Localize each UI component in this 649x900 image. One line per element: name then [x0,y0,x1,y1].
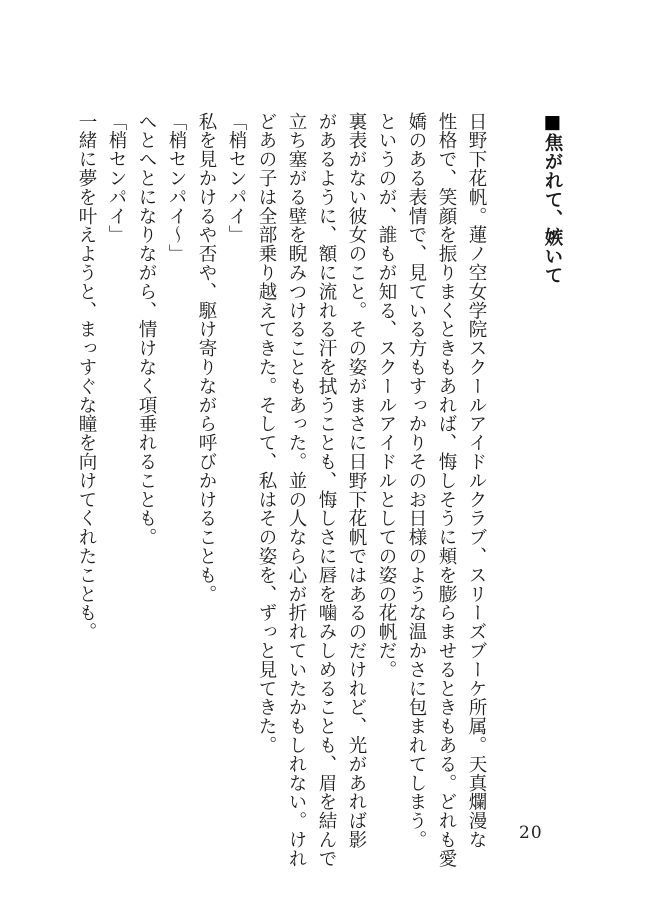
text-line: 立ち塞がる壁を睨みつけることもあった。並の人なら心が折れていたかもしれない。けれ [286,112,307,868]
heading-square-marker: ■ [542,112,563,134]
chapter-heading [537,112,567,817]
text-line: 性格で、笑顔を振りまくときもあれば、悔しそうに頬を膨らませるときもある。どれも愛 [436,112,457,868]
text-line: 私を見かけるや否や、駆け寄りながら呼びかけることも。 [196,112,217,604]
dialogue-line: 「梢センパイ」 [106,112,127,245]
text-line: どあの子は全部乗り越えてきた。そして、私はその姿を、ずっと見てきた。 [256,112,277,755]
dialogue-line: 「梢センパイ」 [226,112,247,245]
heading-title: 焦がれて、嫉いて [542,133,563,285]
text-line: があるように、額に流れる汗を拭うことも、悔しさに唇を噛みしめることも、眉を結んで [316,112,337,868]
dialogue-line: 「梢センパイ～」 [166,112,187,264]
text-line: 嬌のある表情で、見ている方もすっかりそのお日様のような温かさに包まれてしまう。 [406,112,427,850]
text-line: へとへとになりながら、情けなく項垂れることも。 [136,112,157,547]
text-line: 一緒に夢を叶えようと、まっすぐな瞳を向けてくれたことも。 [76,112,97,642]
text-line: 日野下花帆。蓮ノ空女学院スクールアイドルクラブ、スリーズブーケ所属。天真爛漫な [466,112,487,850]
page-number: 20 [519,823,543,843]
text-line: 裏表がない彼女のこと。その姿がまさに日野下花帆ではあるのだけれど、光があれば影 [346,112,367,850]
text-line: というのが、誰もが知る、スクールアイドルとしての姿の花帆だ。 [376,112,397,679]
